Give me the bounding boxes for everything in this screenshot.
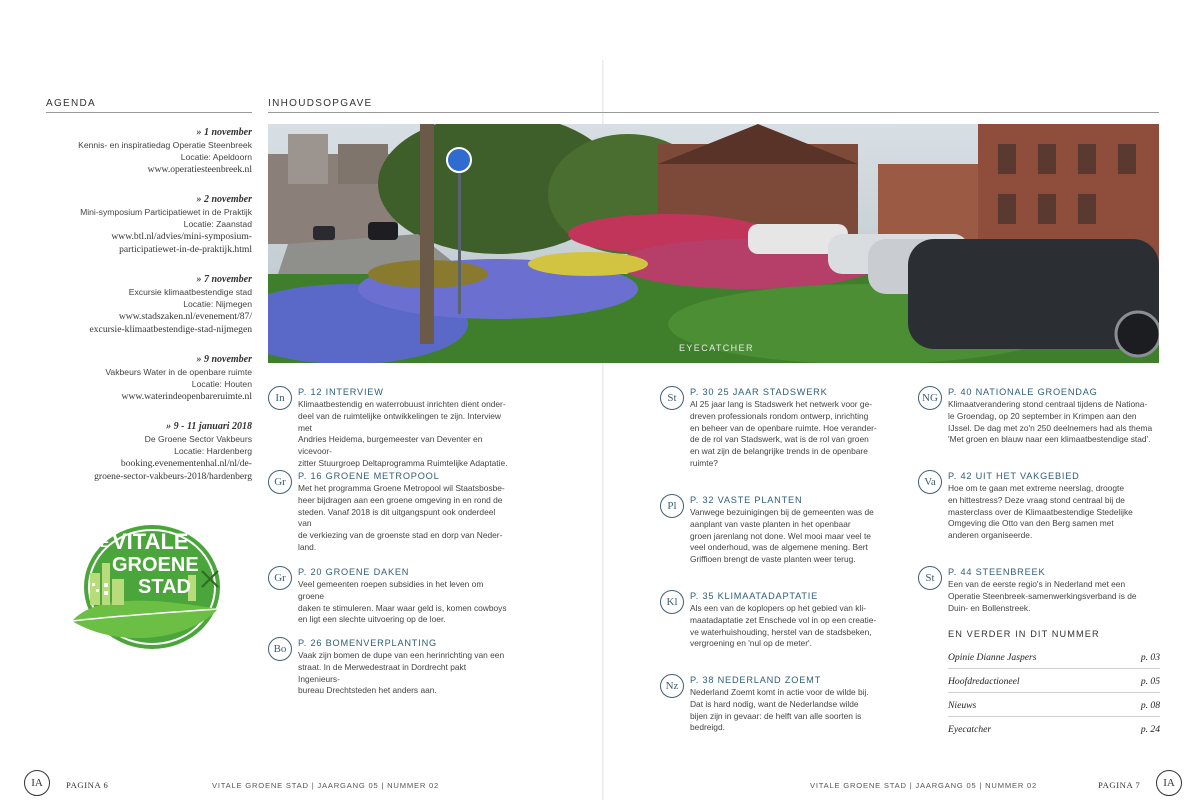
agenda-date: » 1 november <box>196 127 252 138</box>
agenda-link[interactable]: www.stadszaken.nl/evenement/87/ <box>118 311 252 322</box>
more-item[interactable] <box>948 700 1160 711</box>
agenda-date: » 7 november <box>196 274 252 285</box>
article-uit-het-vakgebied[interactable] <box>924 470 1160 542</box>
agenda-heading: AGENDA <box>46 98 97 109</box>
article-line: anderen organiseerde. <box>948 530 1033 541</box>
article-badge: Bo <box>268 637 292 661</box>
agenda-date: » 9 - 11 januari 2018 <box>166 421 252 432</box>
more-item-label: Eyecatcher <box>948 724 992 735</box>
more-item-page: p. 24 <box>1140 724 1160 735</box>
article-interview[interactable] <box>275 386 510 470</box>
agenda-item <box>46 126 252 176</box>
article-title: P. 35 KLIMAATADAPTATIE <box>690 591 819 601</box>
article-line: Omgeving die Otto van den Berg samen met <box>948 518 1114 529</box>
article-line: Als een van de koplopers op het gebied van kli- <box>690 603 866 613</box>
article-line: le Groendag, op 20 september in Krimpen aan den <box>948 410 1137 421</box>
article-line: aanplant van vaste planten in het openbaar <box>690 518 851 529</box>
article-vaste-planten[interactable] <box>667 494 902 566</box>
more-in-issue-heading: EN VERDER IN DIT NUMMER <box>948 629 1100 639</box>
article-badge: St <box>660 386 684 410</box>
article-line: en ligt een slechte uitvoering op de loer. <box>298 614 446 625</box>
article-line: Een van de eerste regio's in Nederland met een <box>948 579 1126 589</box>
article-line: land. <box>298 541 317 552</box>
article-line: masterclass over de Klimaatbestendige Stedelijke <box>948 506 1133 517</box>
agenda-item <box>46 420 252 483</box>
article-title: P. 38 NEDERLAND ZOEMT <box>690 675 821 685</box>
article-badge: Kl <box>660 590 684 614</box>
eyecatcher-photo <box>268 124 1159 363</box>
article-line: Al 25 jaar lang is Stadswerk het netwerk voor ge- <box>690 399 873 409</box>
article-line: Operatie Steenbreek-samenwerkingsverband is de <box>948 590 1137 601</box>
article-line: zitter Stuurgroep Deltaprogramma Ruimtelijke Adaptatie. <box>298 457 508 468</box>
article-line: ve waterhuishouding, herstel van de stadsbeken, <box>690 626 872 637</box>
article-line: Dat is hard nodig, want de Nederlandse wilde <box>690 698 859 709</box>
agenda-list <box>46 126 252 500</box>
article-klimaatadaptatie[interactable] <box>666 590 902 650</box>
footer-badge-left: IA <box>24 770 50 796</box>
footer-issue-left: VITALE GROENE STAD | JAARGANG 05 | NUMMER 02 <box>212 781 440 790</box>
article-groene-daken[interactable] <box>274 566 510 626</box>
article-line: Klimaatverandering stond centraal tijdens de Nationa- <box>948 399 1148 409</box>
agenda-link[interactable]: participatiewet-in-de-praktijk.html <box>119 244 252 255</box>
article-title: P. 42 UIT HET VAKGEBIED <box>948 471 1080 481</box>
more-item-page: p. 08 <box>1140 700 1160 711</box>
article-line: Klimaatbestendig en waterrobuust inrichten dient onder- <box>298 399 506 409</box>
article-line: groen jarenlang not done. Wel mooi maar veel te <box>690 530 871 541</box>
agenda-item <box>46 353 252 403</box>
article-line: vergroening en 'nul op de meter'. <box>690 638 812 649</box>
article-line: Griffioen brengt de vaste planten weer terug. <box>690 554 856 565</box>
footer-issue-right: VITALE GROENE STAD | JAARGANG 05 | NUMMER 02 <box>810 781 1038 790</box>
article-title: P. 30 25 JAAR STADSWERK <box>690 387 828 397</box>
article-line: Duin- en Bollenstreek. <box>948 602 1031 613</box>
photo-caption: EYECATCHER <box>679 343 754 353</box>
article-title: P. 44 STEENBREEK <box>948 567 1046 577</box>
agenda-location: Locatie: Houten <box>191 379 252 389</box>
article-badge: In <box>268 386 292 410</box>
logo-word-vitale: VITALE <box>112 529 189 554</box>
article-badge: Va <box>918 470 942 494</box>
article-line: daken te stimuleren. Maar waar geld is, komen cowboys <box>298 602 507 613</box>
agenda-event: De Groene Sector Vakbeurs <box>144 434 252 444</box>
more-divider <box>948 668 1160 669</box>
article-line: ruimte? <box>690 457 718 468</box>
agenda-link[interactable]: groene-sector-vakbeurs-2018/hardenberg <box>94 471 252 482</box>
article-line: veel onderhoud, was de algemene mening. Bert <box>690 542 868 553</box>
contents-rule <box>268 112 1159 113</box>
article-line: bedreigd. <box>690 722 725 733</box>
article-line: heer bijdragen aan een groene omgeving in en rond de <box>298 494 503 505</box>
article-badge: Gr <box>268 470 292 494</box>
logo-word-de: DE <box>90 534 110 550</box>
article-title: P. 32 VASTE PLANTEN <box>690 495 803 505</box>
more-item-label: Hoofdredactioneel <box>948 676 1020 687</box>
article-badge: Gr <box>268 566 292 590</box>
article-badge: Nz <box>660 674 684 698</box>
agenda-link[interactable]: excursie-klimaatbestendige-stad-nijmegen <box>89 324 252 335</box>
more-divider <box>948 692 1160 693</box>
more-item[interactable] <box>948 652 1160 663</box>
vitale-groene-stad-logo <box>68 513 230 653</box>
article-badge: NG <box>918 386 942 410</box>
article-line: maatadaptatie zet Enschede vol in op een creatie- <box>690 614 877 625</box>
agenda-event: Vakbeurs Water in de openbare ruimte <box>105 367 252 377</box>
more-item-page: p. 05 <box>1140 676 1160 687</box>
agenda-link[interactable]: www.operatiesteenbreek.nl <box>147 164 252 175</box>
article-line: en hittestress? Deze vraag stond centraal bij de <box>948 494 1125 505</box>
article-title: P. 26 BOMENVERPLANTING <box>298 638 437 648</box>
article-line: 'Met groen en blauw naar een klimaatbestendige stad'. <box>948 434 1151 445</box>
footer-page-left: PAGINA 6 <box>66 780 109 790</box>
more-item[interactable] <box>948 676 1160 687</box>
agenda-event: Mini-symposium Participatiewet in de Praktijk <box>80 207 252 217</box>
article-groene-metropool[interactable] <box>274 470 510 554</box>
agenda-item <box>46 193 252 256</box>
logo-word-stad: STAD <box>138 576 191 598</box>
agenda-event: Excursie klimaatbestendige stad <box>128 287 252 297</box>
article-nederland-zoemt[interactable] <box>665 674 902 734</box>
article-title: P. 40 NATIONALE GROENDAG <box>948 387 1098 397</box>
article-line: dreven professionals rondom ontwerp, inrichting <box>690 410 869 421</box>
more-item-page: p. 03 <box>1140 652 1160 663</box>
article-line: de verkiezing van de groenste stad en dorp van Neder- <box>298 530 503 541</box>
article-line: bijen zijn in gevaar: de helft van alle soorten is <box>690 710 862 721</box>
agenda-location: Locatie: Hardenberg <box>174 446 252 456</box>
agenda-event: Kennis- en inspiratiedag Operatie Steenbreek <box>78 140 252 150</box>
article-line: Hoe om te gaan met extreme neerslag, droogte <box>948 483 1124 493</box>
agenda-date: » 2 november <box>196 194 252 205</box>
footer-badge-right: IA <box>1156 770 1182 796</box>
article-title: P. 12 INTERVIEW <box>298 387 384 397</box>
footer-page-right: PAGINA 7 <box>1098 780 1141 790</box>
article-stadswerk[interactable] <box>667 386 902 470</box>
agenda-location: Locatie: Nijmegen <box>183 299 252 309</box>
agenda-link[interactable]: www.btl.nl/advies/mini-symposium- <box>111 231 252 242</box>
article-line: Vanwege bezuinigingen bij de gemeenten was de <box>690 507 874 517</box>
article-line: steden. Vanaf 2018 is dit uitgangspunt ook onderdeel van <box>298 506 496 529</box>
agenda-link[interactable]: booking.evenementenhal.nl/nl/de- <box>120 458 252 469</box>
article-badge: Pl <box>660 494 684 518</box>
logo-word-groene: GROENE <box>112 554 199 576</box>
article-badge: St <box>918 566 942 590</box>
article-nationale-groendag[interactable] <box>922 386 1160 446</box>
article-line: en wat zijn de belangrijke trends in de openbare <box>690 446 868 457</box>
article-title: P. 16 GROENE METROPOOL <box>298 471 440 481</box>
agenda-rule <box>46 112 252 113</box>
article-line: bureau Drechtsteden het anders aan. <box>298 685 437 696</box>
article-bomenverplanting[interactable] <box>273 637 510 697</box>
agenda-date: » 9 november <box>196 354 252 365</box>
more-item-label: Opinie Dianne Jaspers <box>948 652 1037 663</box>
agenda-item <box>46 273 252 336</box>
agenda-link[interactable]: www.waterindeopenbareruimte.nl <box>121 391 252 402</box>
article-steenbreek[interactable] <box>925 566 1160 614</box>
article-line: de de rol van Stadswerk, wat is de rol van groen <box>690 434 869 445</box>
article-line: straat. In de Merwedestraat in Dordrecht pakt Ingenieurs- <box>298 661 467 684</box>
article-line: Veel gemeenten roepen subsidies in het leven om groene <box>298 579 484 601</box>
article-line: Andries Heidema, burgemeester van Deventer en vicevoor- <box>298 434 483 457</box>
article-title: P. 20 GROENE DAKEN <box>298 567 410 577</box>
article-line: en beheer van de openbare ruimte. Hoe verander- <box>690 422 877 433</box>
more-divider <box>948 716 1160 717</box>
agenda-location: Locatie: Apeldoorn <box>180 152 252 162</box>
contents-heading: INHOUDSOPGAVE <box>268 98 373 109</box>
article-line: Met het programma Groene Metropool wil Staatsbosbe- <box>298 483 505 493</box>
article-line: Vaak zijn bomen de dupe van een herinrichting van een <box>298 650 505 660</box>
article-line: IJssel. De dag met zo'n 250 deelnemers had als thema <box>948 422 1153 433</box>
more-item[interactable] <box>948 724 1160 735</box>
agenda-location: Locatie: Zaanstad <box>183 219 252 229</box>
article-line: Nederland Zoemt komt in actie voor de wilde bij. <box>690 687 869 697</box>
more-item-label: Nieuws <box>948 700 977 711</box>
article-line: deel van de ruimtelijke ontwikkelingen te zijn. Interview met <box>298 410 501 433</box>
